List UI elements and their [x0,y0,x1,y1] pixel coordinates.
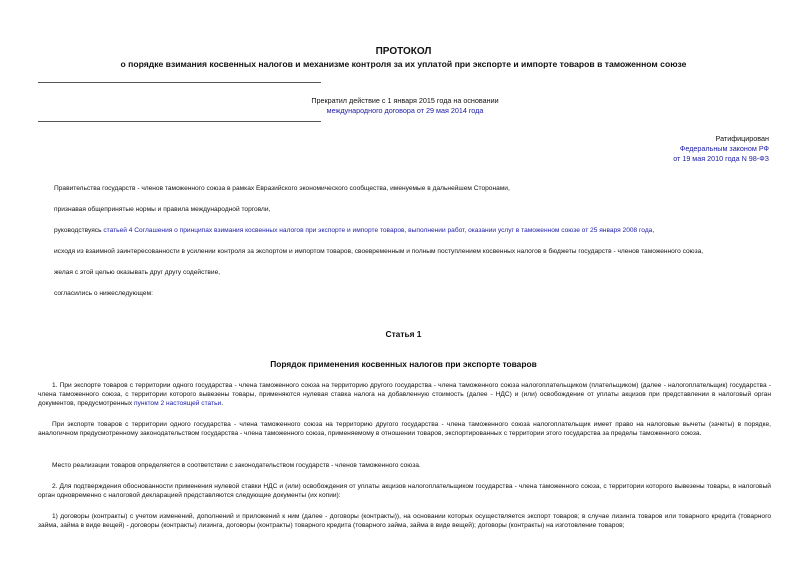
divider-bottom [38,121,321,122]
preamble-guided-tail: , [652,227,655,234]
document-title: ПРОТОКОЛ [375,46,432,57]
paragraph-2: При экспорте товаров с территории одного государства - члена таможенного союза на территорию другого государства - члена таможенного союза налогоплательщик имеет право на налоговые вычеты (зачеты) в порядке, аналогичном предусмотренному законодательством государства - члена таможенного союза, применяемому в отношении товаров, экспортированных с территории этого государства за пределы таможенного союза. [38,421,771,438]
article-number: Статья 1 [385,329,422,339]
preamble-interest: исходя из взаимной заинтересованности в усилении контроля за экспортом и импортом товаров, своевременным и полным поступлением косвенных налогов в бюджеты государств - членов таможенного союза, [54,248,704,255]
status-note-line: Прекратил действие с 1 января 2015 года на основании [311,96,499,105]
ratification-label: Ратифицирован [715,134,769,143]
termination-treaty-link[interactable]: международного договора от 29 мая 2014 года [326,106,484,115]
federal-law-date-link[interactable]: от 19 мая 2010 года N 98-ФЗ [673,154,769,163]
divider-top [38,82,321,83]
preamble-norms: признавая общепринятые нормы и правила международной торговли, [54,206,271,213]
paragraph-1-text: 1. При экспорте товаров с территории одного государства - члена таможенного союза на территорию другого государства - члена таможенного союза налогоплательщиком (плательщиком) (далее - налогоплательщик) государства - члена таможенного союза, с территории которого вывезены товары, применяются нулевая ставка налога на добавленную стоимость (далее - НДС) и (или) освобождение от уплаты акцизов при представлении в налоговый орган документов, предусмотренных [38,382,771,408]
paragraph-1 [38,381,771,409]
article-title: Порядок применения косвенных налогов при экспорте товаров [270,359,537,369]
federal-law-link[interactable]: Федеральным законом РФ [679,144,769,153]
paragraph-3: Место реализации товаров определяется в соответствии с законодательством государств - членов таможенного союза. [52,462,421,469]
ratification-block [673,134,769,164]
paragraph-5: 1) договоры (контракты) с учетом изменений, дополнений и приложений к ним (далее - договоры (контракты)), на основании которых осуществляется экспорт товаров; в случае лизинга товаров или товарного кредита (товарного займа, займа в виде вещей) - договоры (контракты) лизинга, договоры (контракты) товарного кредита (товарного займа, займа в виде вещей); договоры (контракты) на изготовление товаров; [38,513,771,530]
clause-2-link[interactable]: пунктом 2 настоящей статьи [134,400,222,408]
agreement-article-link[interactable]: статьей 4 Соглашения о принципах взимания косвенных налогов при экспорте и импорте товаров, выполнении работ, оказании услуг в таможенном союзе от 25 января 2008 года [103,227,653,234]
status-note [250,96,560,116]
preamble-cooperation: желая с этой целью оказывать друг другу содействие, [54,269,221,276]
preamble-guided-text: руководствуясь [54,227,104,234]
preamble-agreed: согласились о нижеследующем: [54,290,153,297]
document-subtitle: о порядке взимания косвенных налогов и механизме контроля за их уплатой при экспорте и импорте товаров в таможенном союзе [120,59,687,69]
paragraph-1-tail: . [221,400,224,408]
preamble-parties: Правительства государств - членов таможенного союза в рамках Евразийского экономического сообщества, именуемые в дальнейшем Сторонами, [54,185,510,192]
paragraph-4: 2. Для подтверждения обоснованности применения нулевой ставки НДС и (или) освобождения от уплаты акцизов налогоплательщиком государства - члена таможенного союза, с территории которого вывезены товары, в налоговый орган одновременно с налоговой декларацией представляются следующие документы (их копии): [38,483,771,500]
preamble-guided [54,226,771,235]
